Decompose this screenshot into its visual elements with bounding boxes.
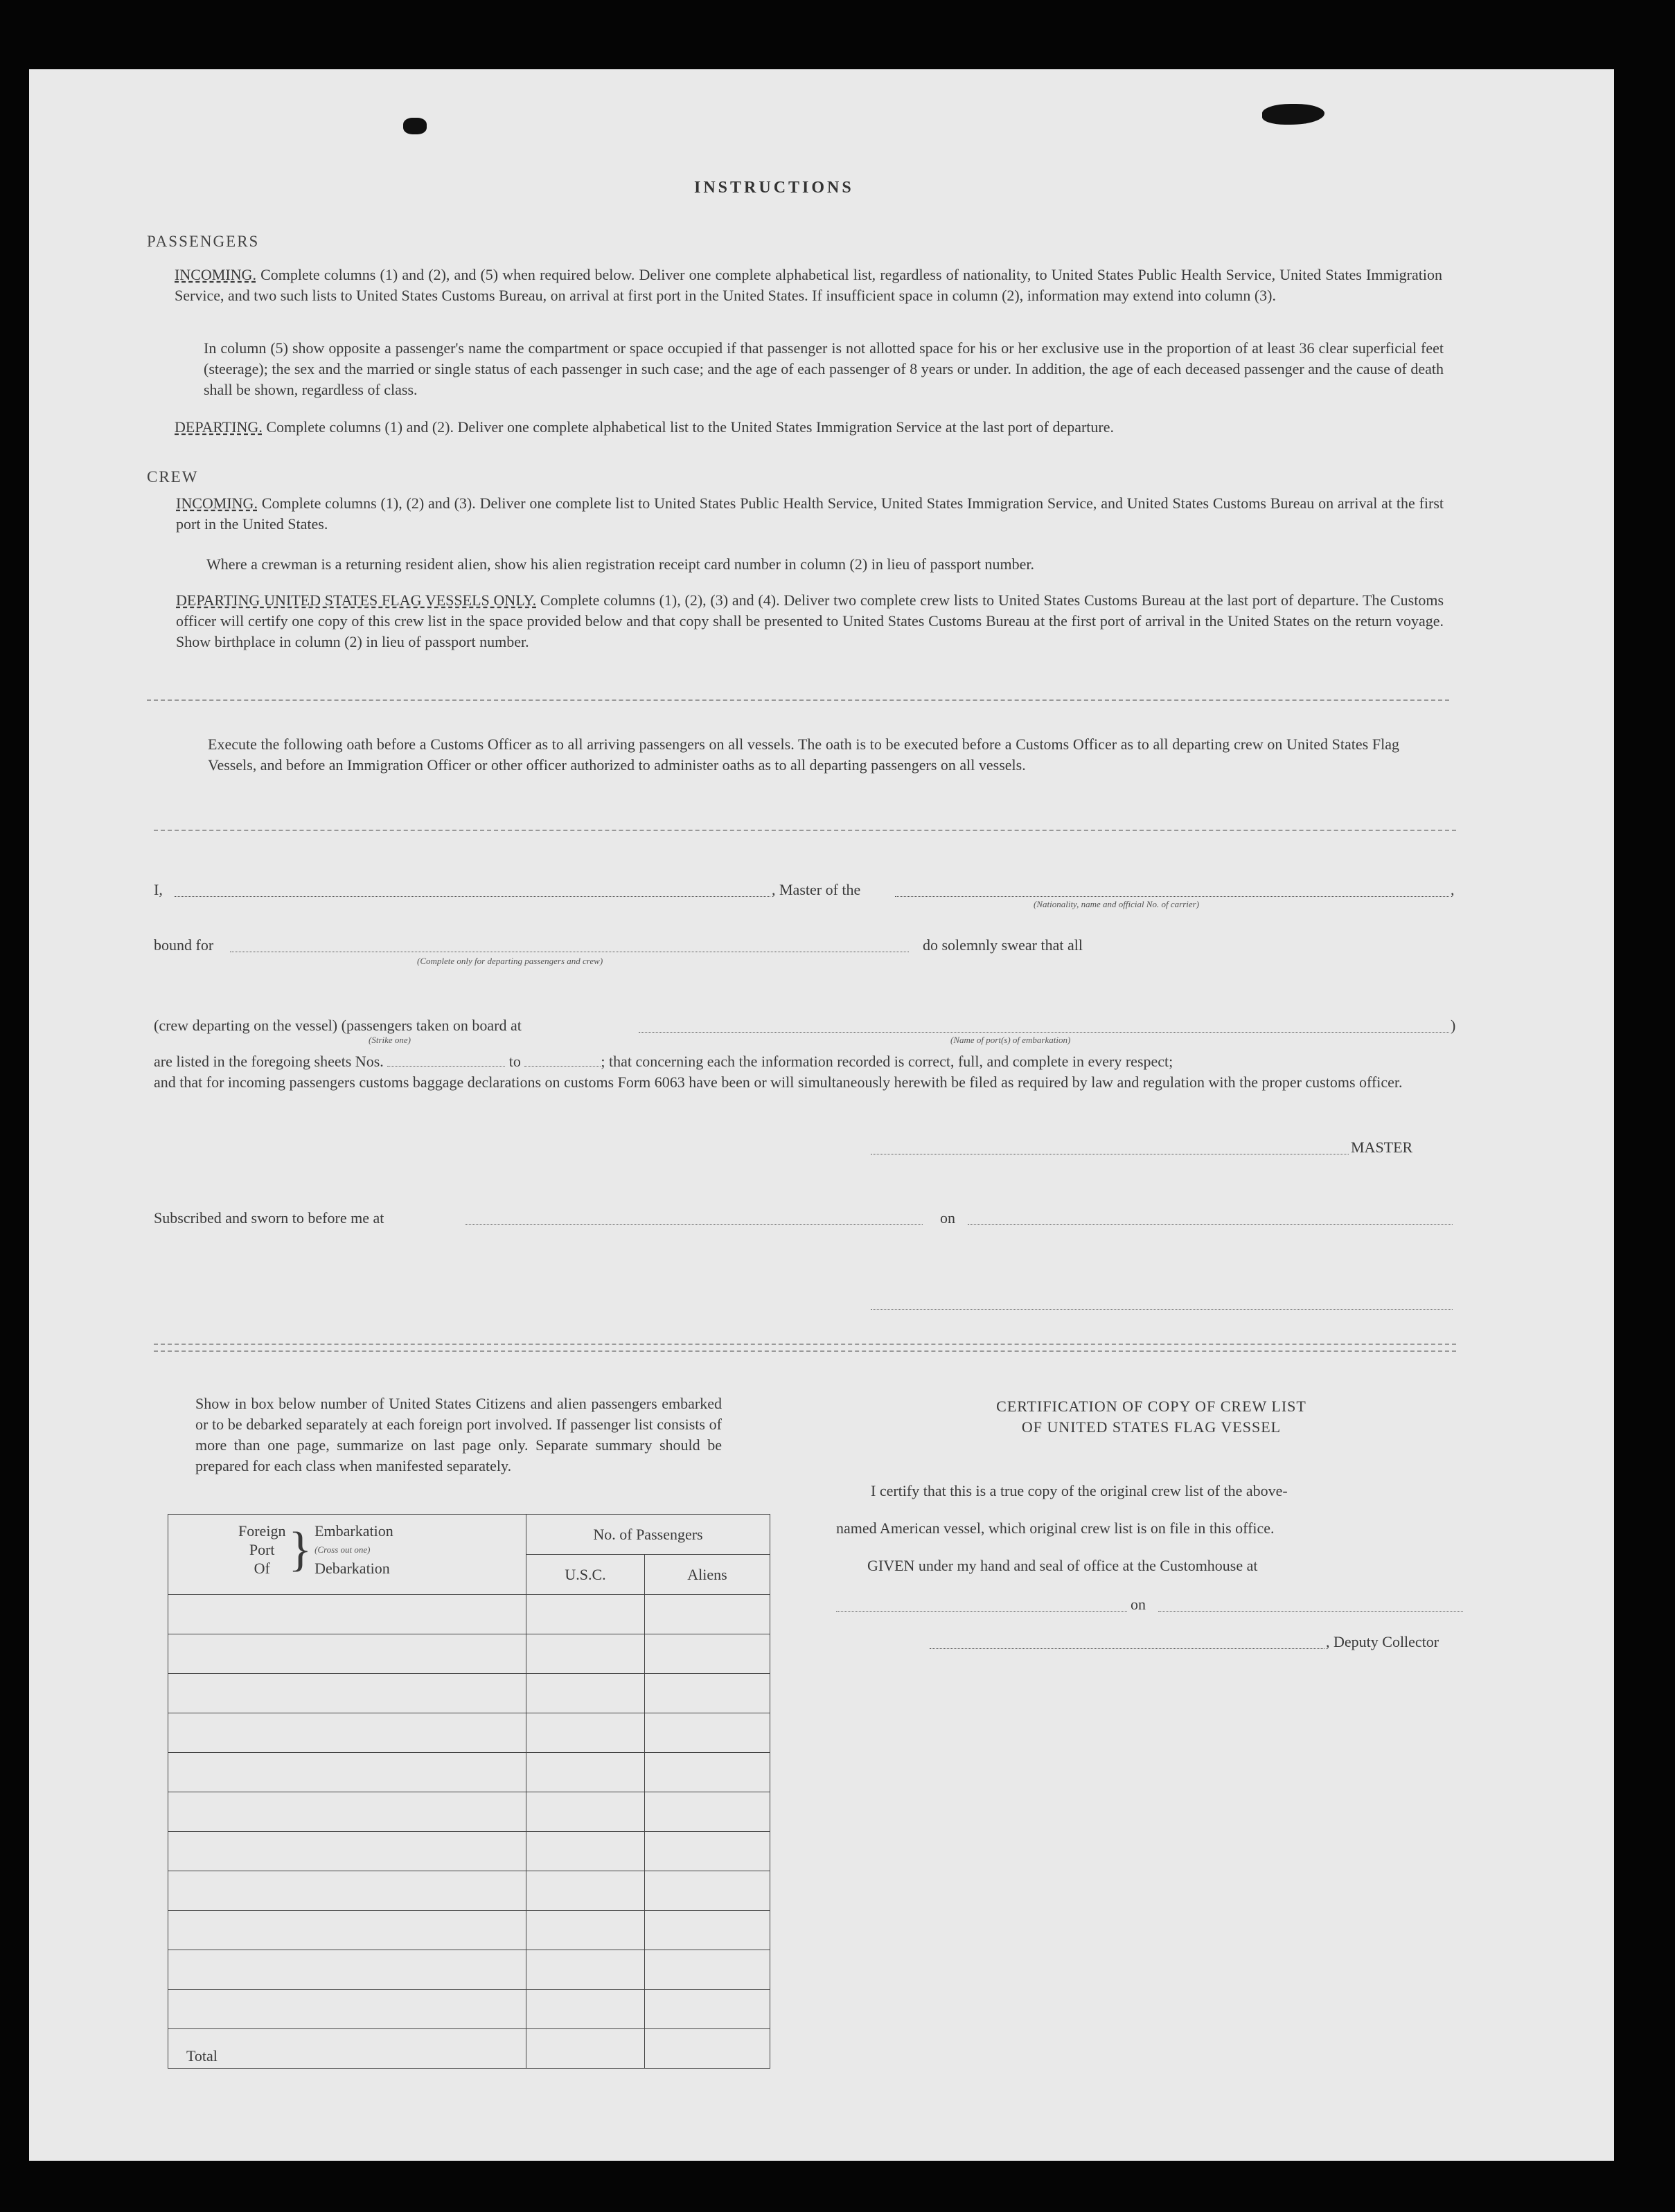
strike-one-note: (Strike one) — [369, 1035, 411, 1045]
usc-cell[interactable] — [526, 1832, 645, 1871]
no-of-passengers-header: No. of Passengers — [526, 1515, 770, 1555]
aliens-cell[interactable] — [645, 1674, 770, 1713]
officer-signature-field[interactable] — [871, 1309, 1453, 1310]
to-label: to — [508, 1053, 521, 1070]
table-row — [168, 1950, 770, 1990]
master-label: MASTER — [1351, 1139, 1413, 1156]
aliens-cell[interactable] — [645, 1950, 770, 1990]
debarkation-label: Debarkation — [314, 1560, 390, 1577]
comma-label: , — [1451, 881, 1455, 898]
aliens-cell[interactable] — [645, 1792, 770, 1832]
sworn-date-field[interactable] — [968, 1224, 1453, 1225]
brace-icon: } — [288, 1522, 312, 1576]
listed-sheets-line — [154, 1051, 1456, 1072]
port-cell[interactable] — [168, 1832, 526, 1871]
certify-line1: I certify that this is a true copy of the original crew list of the above- — [871, 1482, 1288, 1499]
crew-resident-alien-paragraph: Where a crewman is a returning resident alien, show his alien registration receipt card number in column (2) in lieu of passport number. — [206, 555, 1034, 573]
aliens-cell[interactable] — [645, 1832, 770, 1871]
port-cell[interactable] — [168, 1792, 526, 1832]
section-divider — [147, 699, 1449, 701]
torn-edge-mark — [403, 118, 427, 134]
usc-cell[interactable] — [526, 1911, 645, 1950]
usc-cell[interactable] — [526, 1674, 645, 1713]
cross-out-note: (Cross out one) — [314, 1544, 371, 1555]
usc-header: U.S.C. — [526, 1555, 645, 1595]
oath-i-label: I, — [154, 881, 163, 898]
usc-total-cell[interactable] — [526, 2029, 645, 2069]
close-paren: ) — [1451, 1017, 1456, 1034]
summary-instructions: Show in box below number of United States Citizens and alien passengers embarked or to be debarked separately at each foreign port involved. If passenger list consists of more than one page, summarize on last page only. Separate summary should be prepared for each class when manifested separately. — [195, 1395, 722, 1474]
usc-cell[interactable] — [526, 1634, 645, 1674]
crew-departing-text: Complete columns (1), (2), (3) and (4). Deliver two complete crew lists to United States Customs Bureau at the last port of departure. The Customs officer will certify one copy of this crew list in the space provided below and that copy shall be presented to United States Customs Bureau at the first port of arrival in the United States on the return voyage. Show birthplace in column (2) in lieu of passport number. — [176, 591, 1444, 650]
aliens-cell[interactable] — [645, 1713, 770, 1753]
crew-incoming-label: INCOMING. — [176, 494, 258, 512]
sworn-at-field[interactable] — [466, 1224, 923, 1225]
listed-continuation: and that for incoming passengers customs baggage declarations on customs Form 6063 have been or will simultaneously herewith be filed as required by law and regulation with the proper customs officer. — [154, 1073, 1403, 1091]
certify-line2: named American vessel, which original crew list is on file in this office. — [836, 1519, 1275, 1537]
crew-departing-label-line: (crew departing on the vessel) (passengers taken on board at — [154, 1017, 522, 1034]
port-cell[interactable] — [168, 1871, 526, 1911]
passengers-incoming-text: Complete columns (1) and (2), and (5) when required below. Deliver one complete alphabetical list, regardless of nationality, to United States Public Health Service, United States Immigration Service, and two such lists to United States Customs Bureau, on arrival at first port in the United States. If insufficient space in column (2), information may extend into column (3). — [175, 266, 1443, 304]
usc-cell[interactable] — [526, 1871, 645, 1911]
cert-on-label: on — [1131, 1596, 1146, 1613]
cert-date-field[interactable] — [1158, 1611, 1463, 1612]
customhouse-field[interactable] — [836, 1611, 1127, 1612]
master-of-the-label: , Master of the — [772, 881, 861, 898]
subscribed-label: Subscribed and sworn to before me at — [154, 1209, 384, 1227]
certification-title-line2: OF UNITED STATES FLAG VESSEL — [1021, 1418, 1282, 1436]
aliens-cell[interactable] — [645, 1595, 770, 1634]
port-cell[interactable] — [168, 1950, 526, 1990]
passengers-departing-label: DEPARTING. — [175, 418, 263, 436]
instructions-title: INSTRUCTIONS — [694, 179, 854, 197]
ports-note: (Name of port(s) of embarkation) — [950, 1035, 1071, 1045]
deputy-signature-field[interactable] — [930, 1648, 1324, 1649]
passengers-departing-text: Complete columns (1) and (2). Deliver one complete alphabetical list to the United States Immigration Service at the last port of departure. — [266, 418, 1115, 436]
port-label: Port — [249, 1541, 275, 1558]
master-name-field[interactable] — [175, 896, 770, 897]
table-row — [168, 1911, 770, 1950]
port-cell[interactable] — [168, 1990, 526, 2029]
table-row — [168, 1753, 770, 1792]
usc-cell[interactable] — [526, 1713, 645, 1753]
total-row — [168, 2029, 770, 2069]
table-row — [168, 1990, 770, 2029]
crew-departing-label: DEPARTING UNITED STATES FLAG VESSELS ONLY. — [176, 591, 537, 609]
aliens-cell[interactable] — [645, 1753, 770, 1792]
bound-for-label: bound for — [154, 936, 214, 954]
section-divider — [154, 830, 1456, 831]
port-cell[interactable] — [168, 1595, 526, 1634]
embarkation-ports-field[interactable] — [639, 1032, 1449, 1033]
passengers-incoming-label: INCOMING. — [175, 266, 256, 283]
port-header — [168, 1515, 526, 1595]
crew-departing-paragraph — [176, 590, 1444, 652]
complete-only-note: (Complete only for departing passengers and crew) — [417, 956, 603, 966]
usc-cell[interactable] — [526, 1753, 645, 1792]
sworn-on-label: on — [940, 1209, 955, 1227]
embarkation-label: Embarkation — [314, 1522, 393, 1540]
total-label — [168, 2029, 526, 2069]
torn-edge-mark — [1262, 104, 1324, 125]
sheet-to-field[interactable] — [524, 1066, 601, 1067]
section-divider — [154, 1350, 1456, 1352]
port-cell[interactable] — [168, 1634, 526, 1674]
document-page — [29, 69, 1614, 2161]
deputy-collector-label: , Deputy Collector — [1326, 1633, 1439, 1650]
port-cell[interactable] — [168, 1674, 526, 1713]
table-row — [168, 1713, 770, 1753]
foreign-label: Foreign — [238, 1522, 286, 1540]
sheet-from-field[interactable] — [387, 1066, 505, 1067]
usc-cell[interactable] — [526, 1950, 645, 1990]
passengers-departing-paragraph — [175, 417, 1449, 438]
listed-suffix: ; that concerning each the information recorded is correct, full, and complete in every respect; — [601, 1053, 1173, 1070]
of-label: Of — [254, 1560, 270, 1577]
table-row — [168, 1595, 770, 1634]
aliens-cell[interactable] — [645, 1990, 770, 2029]
port-cell[interactable] — [168, 1713, 526, 1753]
solemnly-swear-label: do solemnly swear that all — [923, 936, 1083, 954]
section-divider — [154, 1344, 1456, 1345]
passengers-heading: PASSENGERS — [147, 233, 260, 250]
port-cell[interactable] — [168, 1753, 526, 1792]
table-row — [168, 1792, 770, 1832]
table-row — [168, 1674, 770, 1713]
aliens-total-cell[interactable] — [645, 2029, 770, 2069]
aliens-cell[interactable] — [645, 1634, 770, 1674]
usc-cell[interactable] — [526, 1792, 645, 1832]
usc-cell[interactable] — [526, 1990, 645, 2029]
table-row — [168, 1634, 770, 1674]
listed-prefix: are listed in the foregoing sheets Nos. — [154, 1053, 384, 1070]
passenger-summary-table — [168, 1514, 770, 2069]
certification-title-line1: CERTIFICATION OF COPY OF CREW LIST — [996, 1398, 1306, 1415]
aliens-cell[interactable] — [645, 1871, 770, 1911]
crew-incoming-text: Complete columns (1), (2) and (3). Deliver one complete list to United States Public Health Service, United States Immigration Service, and United States Customs Bureau on arrival at the first port in the United States. — [176, 494, 1444, 533]
carrier-field[interactable] — [895, 896, 1449, 897]
table-row — [168, 1832, 770, 1871]
port-cell[interactable] — [168, 1911, 526, 1950]
total-text: Total — [186, 2047, 218, 2064]
aliens-header: Aliens — [645, 1555, 770, 1595]
given-line: GIVEN under my hand and seal of office at the Customhouse at — [867, 1557, 1258, 1574]
usc-cell[interactable] — [526, 1595, 645, 1634]
crew-heading: CREW — [147, 468, 199, 485]
nationality-note: (Nationality, name and official No. of carrier) — [1034, 899, 1200, 909]
table-row — [168, 1871, 770, 1911]
oath-intro-paragraph: Execute the following oath before a Customs Officer as to all arriving passengers on all vessels. The oath is to be executed before a Customs Officer as to all departing crew on United States Flag Vessels, and before an Immigration Officer or other officer authorized to administer oaths as to all departing passengers on all vessels. — [208, 735, 1399, 774]
passengers-incoming-paragraph — [175, 265, 1442, 306]
aliens-cell[interactable] — [645, 1911, 770, 1950]
passengers-column5-paragraph: In column (5) show opposite a passenger's name the compartment or space occupied if that passenger is not allotted space for his or her exclusive use in the proportion of at least 36 clear superficial feet (steerage); the sex and the married or single status of each passenger in such case; and the age of each passenger of 8 years or under. In addition, the age of each deceased passenger and the cause of death shall be shown, regardless of class. — [204, 339, 1444, 398]
crew-incoming-paragraph — [176, 493, 1444, 535]
